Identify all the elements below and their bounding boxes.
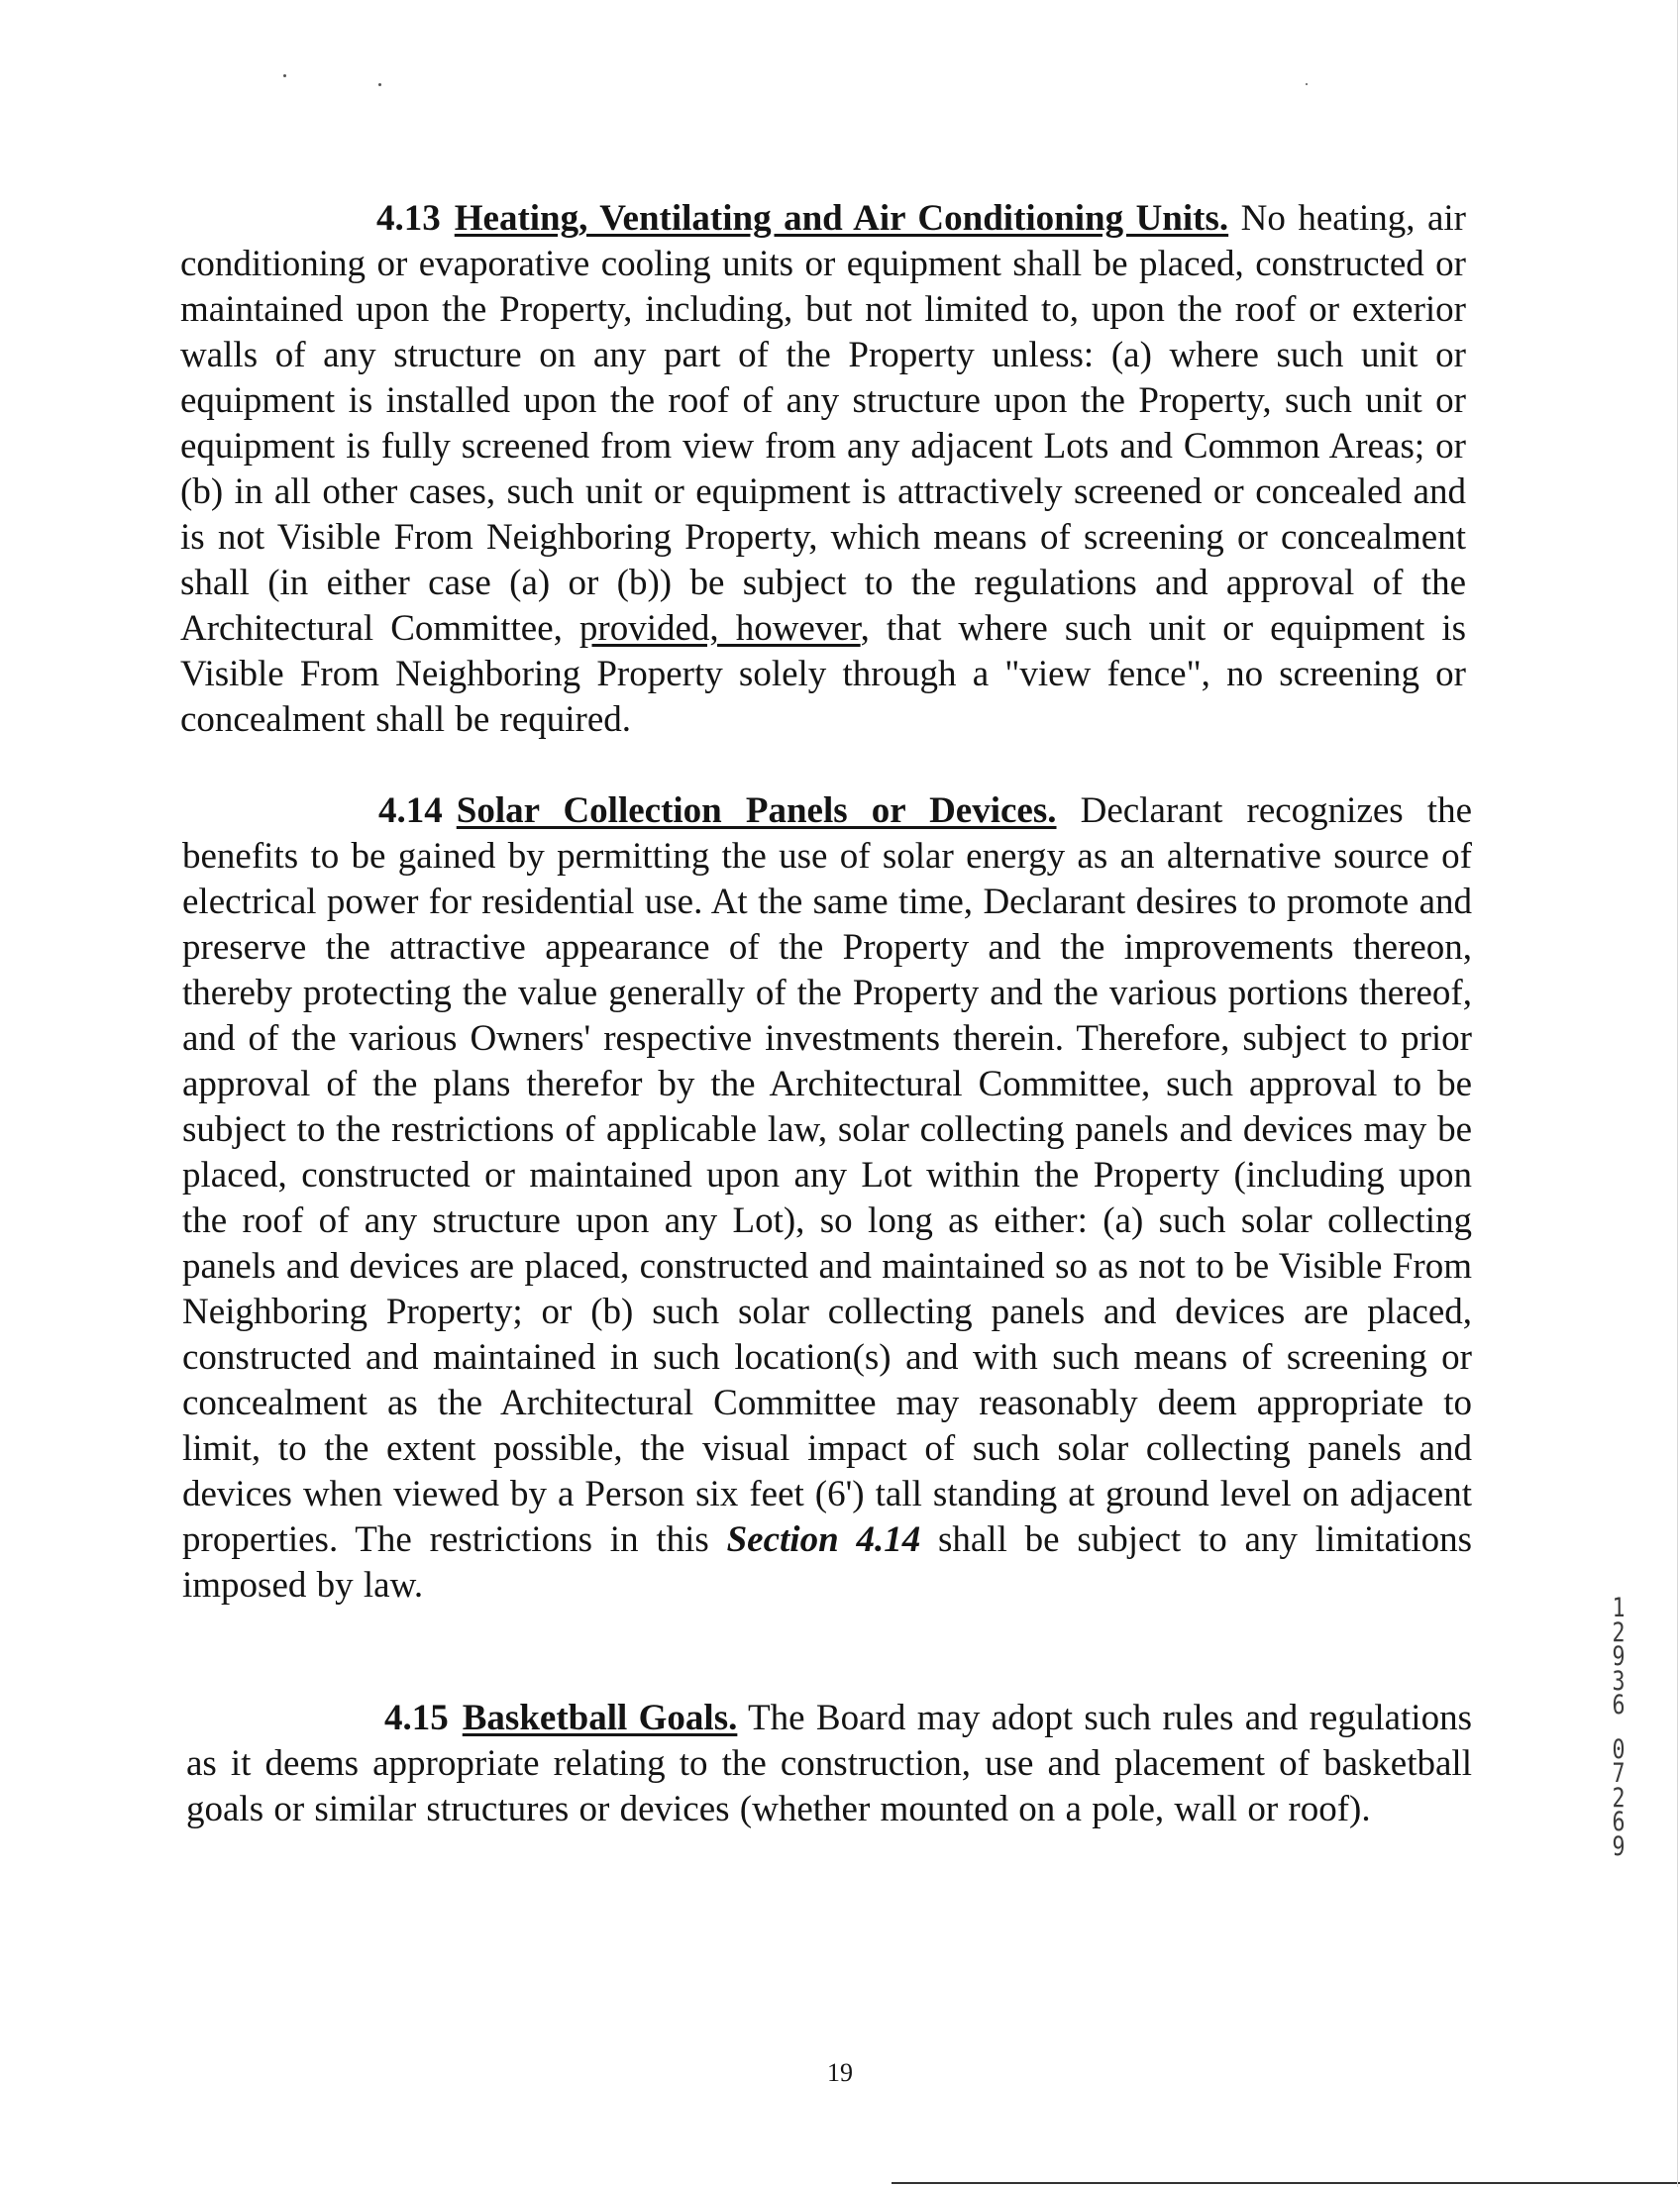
section-reference: Section 4.14 — [726, 1519, 921, 1560]
section-body: , that where such unit or equipment is Visible From Neighboring Property solely through a "view fence", no screening or concealment shall be required. — [180, 608, 1467, 740]
stamp-digit: 3 — [1612, 1665, 1626, 1697]
section-body: shall be subject to any limitations imposed by law. — [182, 1519, 1472, 1606]
stamp-digit: 2 — [1612, 1616, 1626, 1648]
stamp-digit: 1 — [1612, 1593, 1626, 1623]
stamp-digit: 9 — [1612, 1641, 1626, 1672]
section-body: The Board may adopt such rules and regulations as it deems appropriate relating to the construction, use and placement of basketball goals or similar structures or devices (whether mounted on a pole, wall or roof). — [186, 1698, 1472, 1829]
underlined-term: provided, however — [578, 608, 861, 649]
stamp-digit: 6 — [1612, 1690, 1626, 1720]
stamp-digit: 2 — [1612, 1782, 1626, 1814]
stamp-digit: 0 — [1612, 1733, 1626, 1765]
recording-number-stamp — [1603, 1593, 1634, 1862]
section-number: 4.14 — [378, 790, 443, 831]
scan-speck — [1306, 83, 1308, 85]
section-4-15 — [186, 1696, 1472, 1832]
section-heading: Basketball Goals. — [462, 1698, 738, 1738]
stamp-digit: 7 — [1612, 1758, 1626, 1789]
scan-speck — [283, 74, 286, 77]
section-4-14 — [182, 788, 1472, 1609]
section-heading: Heating, Ventilating and Air Conditioning Units. — [454, 198, 1229, 239]
page-number: 19 — [827, 2058, 853, 2087]
section-4-13 — [180, 196, 1466, 743]
section-heading: Solar Collection Panels or Devices. — [456, 790, 1057, 831]
scan-speck — [378, 83, 381, 86]
scan-edge-line — [892, 2182, 1680, 2184]
section-body: No heating, air conditioning or evaporative cooling units or equipment shall be placed, constructed or maintained upon the Property, including, but not limited to, upon the roof or exterior walls of any structure on any part of the Property unless: (a) where such unit or equipment is installed upon the roof of any structure upon the Property, such unit or equipment is fully screened from view from any adjacent Lots and Common Areas; or (b) in all other cases, such unit or equipment is attractively screened or concealed and is not Visible From Neighboring Property, which means of screening or concealment shall (in either case (a) or (b)) be subject to the regulations and approval of the Architectural Committee, — [180, 198, 1466, 649]
section-number: 4.15 — [384, 1698, 449, 1738]
section-body: Declarant recognizes the benefits to be gained by permitting the use of solar energy as an alternative source of electrical power for residential use. At the same time, Declarant desires to promote and preserve the attractive appearance of the Property and the improvements thereon, thereby protecting the value generally of the Property and the various portions thereof, and of the various Owners' respective investments therein. Therefore, subject to prior approval of the plans therefor by the Architectural Committee, such approval to be subject to the restrictions of applicable law, solar collecting panels and devices may be placed, constructed or maintained upon any Lot within the Property (including upon the roof of any structure upon any Lot), so long as either: (a) such solar collecting panels and devices are placed, constructed and maintained so as not to be Visible From Neighboring Property; or (b) such solar collecting panels and devices are placed, constructed and maintained in such location(s) and with such means of screening or concealment as the Architectural Committee may reasonably deem appropriate to limit, to the extent possible, the visual impact of such solar collecting panels and devices when viewed by a Person six feet (6') tall standing at ground level on adjacent properties. The restrictions in this — [182, 790, 1472, 1560]
stamp-digit: 6 — [1612, 1807, 1626, 1837]
section-number: 4.13 — [376, 198, 441, 239]
scan-edge-line — [1677, 0, 1678, 2187]
stamp-digit: 9 — [1612, 1830, 1626, 1862]
